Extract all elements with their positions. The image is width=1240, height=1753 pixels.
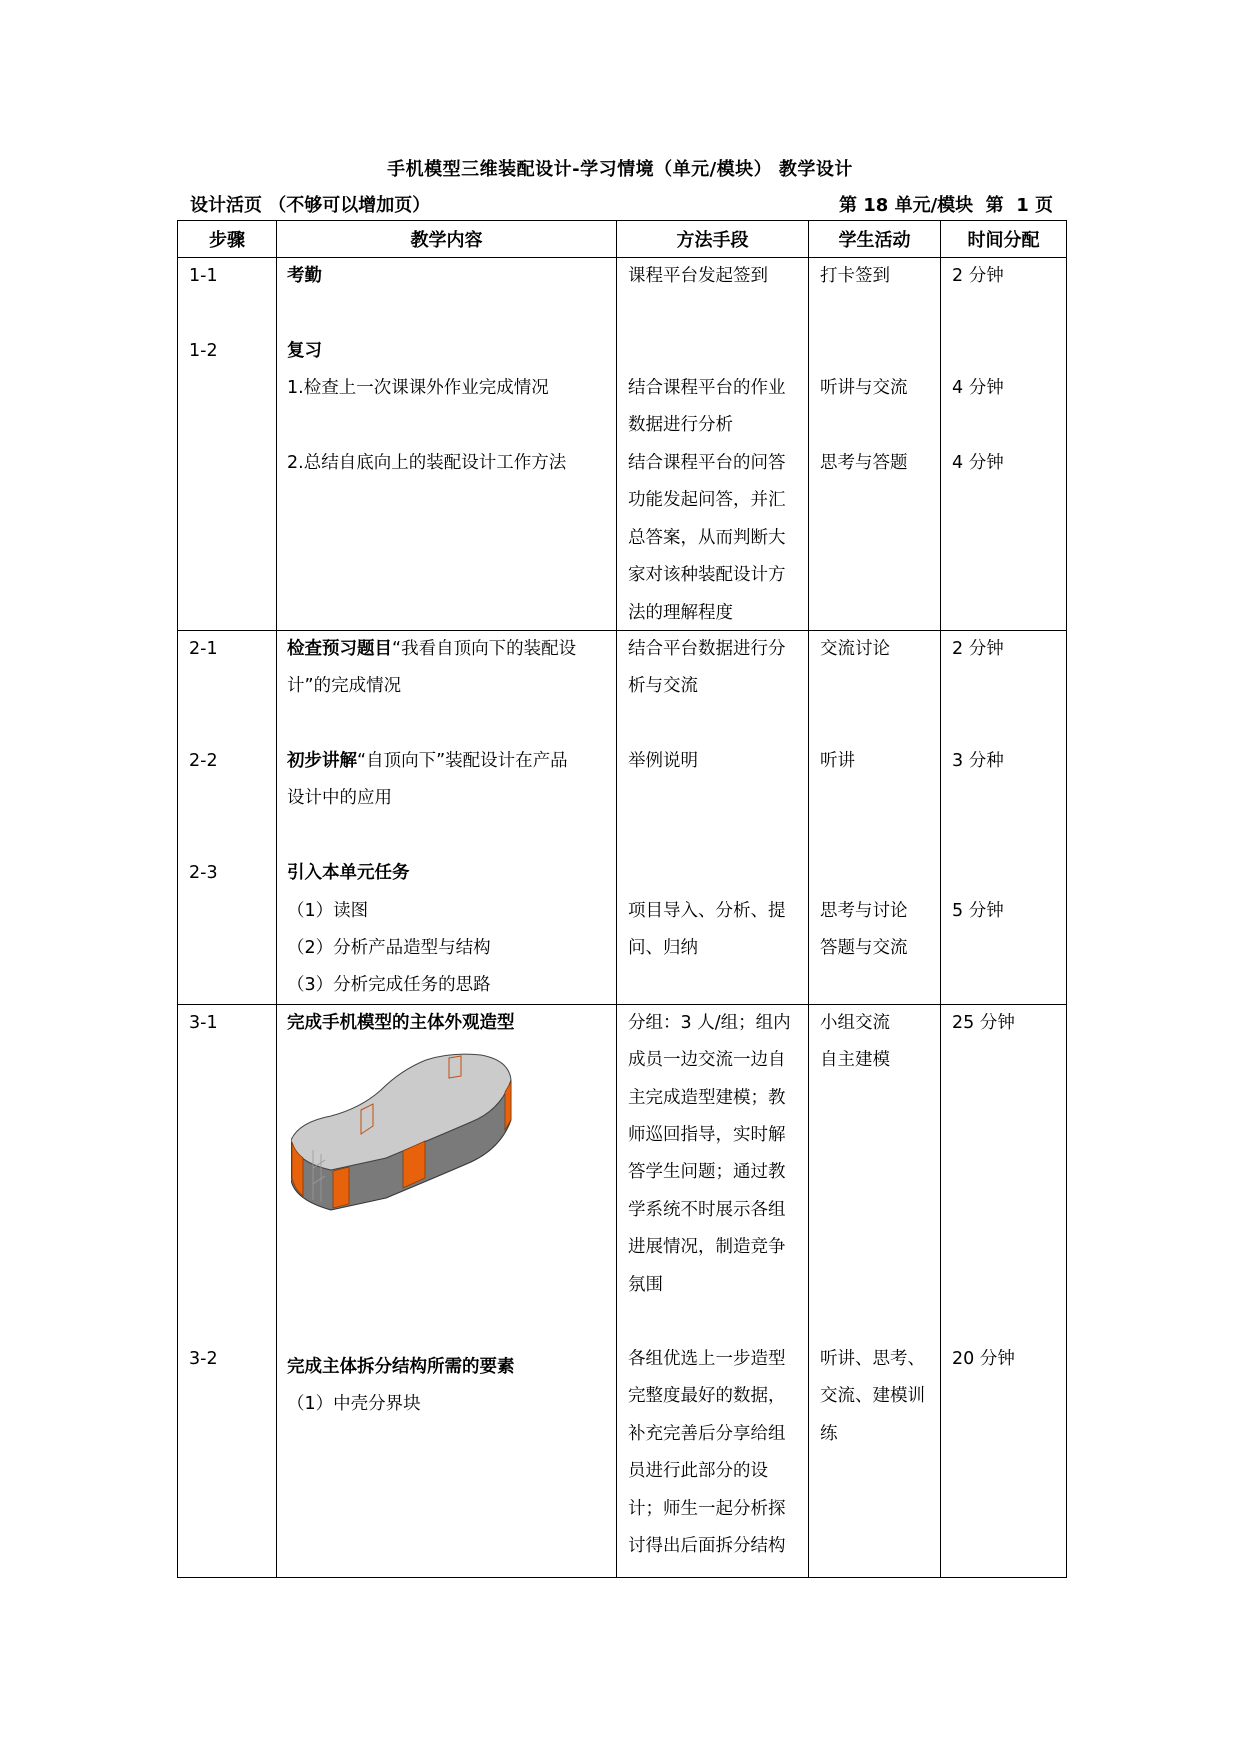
method-text: 氛围 (628, 1275, 663, 1295)
method-text: 课程平台发起签到 (628, 266, 768, 286)
content-text (287, 743, 568, 781)
content-text: （1）读图 (287, 901, 369, 921)
activity-text: 练 (820, 1424, 838, 1444)
activity-text: 听讲与交流 (820, 378, 908, 398)
method-text: 主完成造型建模；教 (628, 1088, 786, 1108)
activity-text: 小组交流 (820, 1013, 890, 1033)
content-heading: 复习 (287, 341, 322, 361)
content-text: 计”的完成情况 (287, 676, 402, 696)
content-heading: 引入本单元任务 (287, 863, 410, 883)
time-text: 5 分钟 (952, 901, 1004, 921)
table-header-row (178, 221, 1067, 258)
method-text: 家对该种装配设计方 (628, 565, 786, 585)
activity-text: 听讲 (820, 751, 855, 771)
table-row (178, 631, 1067, 1005)
method-text: 结合课程平台的作业 (628, 378, 786, 398)
activity-cell (809, 1005, 940, 1577)
activity-text: 答题与交流 (820, 938, 908, 958)
content-cell (277, 1005, 616, 1577)
table-row (178, 1005, 1067, 1578)
activity-text: 打卡签到 (820, 266, 890, 286)
activity-text: 交流讨论 (820, 639, 890, 659)
activity-text: 听讲、思考、 (820, 1349, 925, 1369)
step-cell (178, 258, 276, 630)
time-text: 20 分钟 (952, 1349, 1015, 1369)
method-text: 结合平台数据进行分 (628, 639, 786, 659)
content-text: （3）分析完成任务的思路 (287, 975, 491, 995)
table-row (178, 258, 1067, 631)
content-heading: 完成主体拆分结构所需的要素 (287, 1357, 515, 1377)
method-text: 数据进行分析 (628, 415, 733, 435)
method-text: 答学生问题；通过教 (628, 1162, 786, 1182)
method-text: 问、归纳 (628, 938, 698, 958)
content-text: “自顶向下”装配设计在产品 (357, 751, 568, 771)
column-header-content: 教学内容 (277, 221, 617, 258)
method-text: 学系统不时展示各组 (628, 1200, 786, 1220)
content-text: 2.总结自底向上的装配设计工作方法 (287, 453, 567, 473)
content-heading: 初步讲解 (287, 751, 357, 771)
step-number: 2-1 (189, 639, 218, 659)
content-cell (277, 631, 616, 1004)
content-text: 1.检查上一次课课外作业完成情况 (287, 378, 549, 398)
worksheet-note: 设计活页 （不够可以增加页） (190, 195, 431, 216)
content-heading: 完成手机模型的主体外观造型 (287, 1013, 515, 1033)
time-text: 2 分钟 (952, 266, 1004, 286)
step-number: 1-1 (189, 266, 218, 286)
activity-cell (809, 258, 940, 630)
method-text: 补充完善后分享给组 (628, 1424, 786, 1444)
content-text: （2）分析产品造型与结构 (287, 938, 491, 958)
content-text (287, 631, 576, 669)
unit-page-indicator: 第 18 单元/模块 第 1 页 (838, 195, 1053, 216)
activity-text: 自主建模 (820, 1050, 890, 1070)
step-cell (178, 631, 276, 1004)
time-cell (941, 631, 1066, 1004)
step-number: 2-2 (189, 751, 218, 771)
column-header-method: 方法手段 (617, 221, 809, 258)
activity-text: 交流、建模训 (820, 1386, 925, 1406)
method-text: 讨得出后面拆分结构 (628, 1536, 786, 1556)
phone-model-3d-image (291, 1050, 521, 1230)
activity-text: 思考与讨论 (820, 901, 908, 921)
method-cell (617, 631, 808, 1004)
column-header-step: 步骤 (178, 221, 277, 258)
method-text: 功能发起问答，并汇 (628, 490, 786, 510)
method-text: 进展情况，制造竞争 (628, 1237, 786, 1257)
method-text: 员进行此部分的设 (628, 1461, 768, 1481)
time-text: 3 分种 (952, 751, 1004, 771)
time-text: 25 分钟 (952, 1013, 1015, 1033)
content-text: “我看自顶向下的装配设 (392, 639, 577, 659)
method-text: 计；师生一起分析探 (628, 1499, 786, 1519)
content-cell (277, 258, 616, 630)
method-text: 师巡回指导，实时解 (628, 1125, 786, 1145)
method-text: 完整度最好的数据， (628, 1386, 786, 1406)
time-text: 4 分钟 (952, 378, 1004, 398)
method-text: 法的理解程度 (628, 603, 733, 623)
column-header-time: 时间分配 (941, 221, 1067, 258)
method-text: 结合课程平台的问答 (628, 453, 786, 473)
step-cell (178, 1005, 276, 1577)
method-text: 各组优选上一步造型 (628, 1349, 786, 1369)
method-text: 成员一边交流一边自 (628, 1050, 786, 1070)
method-text: 析与交流 (628, 676, 698, 696)
method-text: 总答案，从而判断大 (628, 528, 786, 548)
document-title: 手机模型三维装配设计-学习情境（单元/模块） 教学设计 (387, 159, 853, 180)
step-number: 3-2 (189, 1349, 218, 1369)
content-text: （1）中壳分界块 (287, 1394, 421, 1414)
method-cell (617, 258, 808, 630)
time-cell (941, 1005, 1066, 1577)
step-number: 3-1 (189, 1013, 218, 1033)
content-heading: 考勤 (287, 266, 322, 286)
step-number: 2-3 (189, 863, 218, 883)
column-header-activity: 学生活动 (809, 221, 941, 258)
content-heading: 检查预习题目 (287, 639, 392, 659)
step-number: 1-2 (189, 341, 218, 361)
time-cell (941, 258, 1066, 630)
activity-text: 思考与答题 (820, 453, 908, 473)
method-text: 举例说明 (628, 751, 698, 771)
method-text: 分组：3 人/组；组内 (628, 1013, 791, 1033)
time-text: 4 分钟 (952, 453, 1004, 473)
method-cell (617, 1005, 808, 1577)
method-text: 项目导入、分析、提 (628, 901, 786, 921)
activity-cell (809, 631, 940, 1004)
time-text: 2 分钟 (952, 639, 1004, 659)
lesson-plan-table (177, 220, 1067, 1578)
content-text: 设计中的应用 (287, 788, 392, 808)
